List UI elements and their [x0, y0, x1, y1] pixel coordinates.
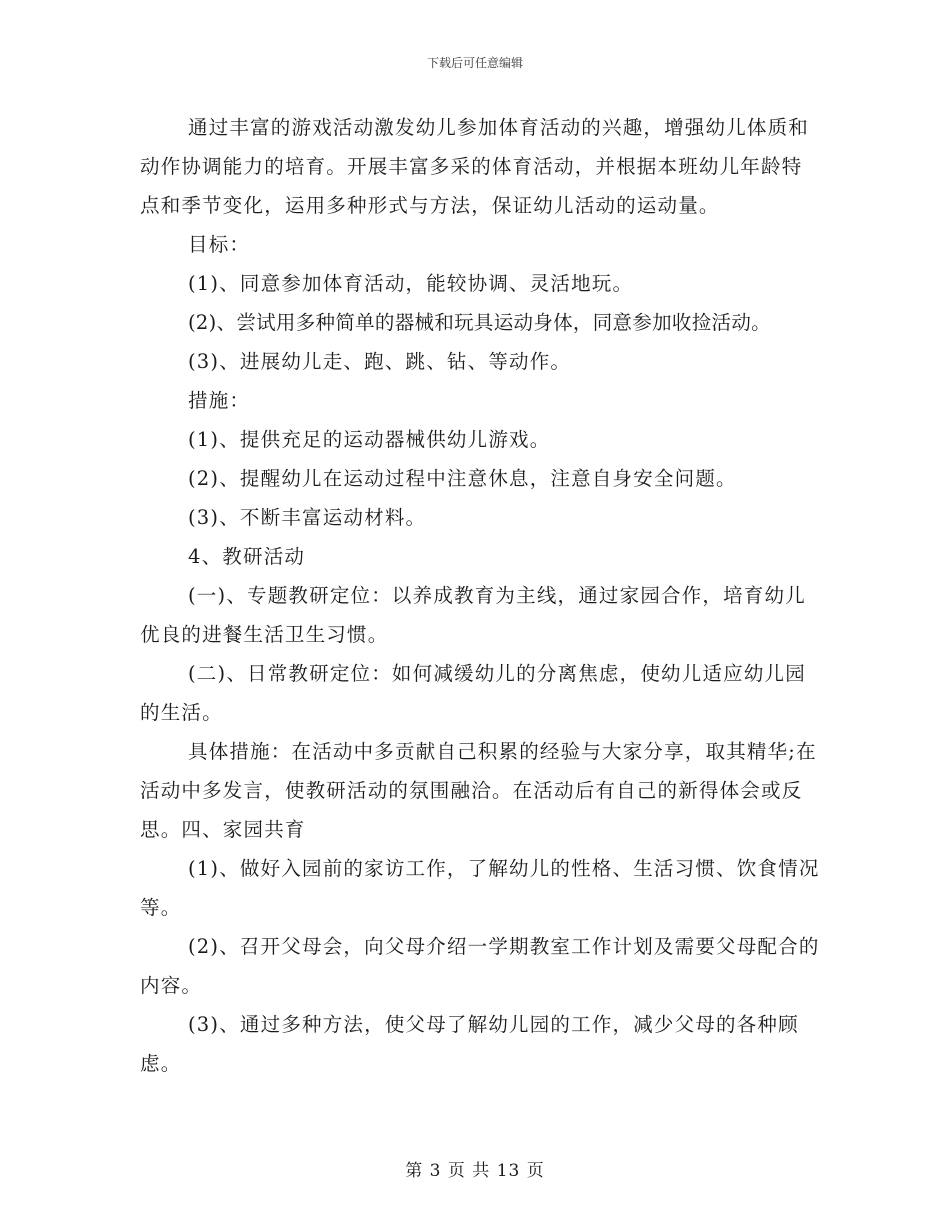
paragraph-measure-2: (2)、提醒幼儿在运动过程中注意休息，注意自身安全问题。	[188, 467, 737, 490]
paragraph-intro: 通过丰富的游戏活动激发幼儿参加体育活动的兴趣，增强幼儿体质和动作协调能力的培育。开展丰富多采的体育活动，并根据本班幼儿年龄特点和季节变化，运用多种形式与方法，保证幼儿活动的运动量。	[140, 116, 810, 217]
paragraph-goals-heading: 目标：	[188, 233, 251, 256]
paragraph-measure-1: (1)、提供充足的运动器械供幼儿游戏。	[188, 428, 551, 451]
paragraph-research-2: (二)、日常教研定位：如何减缓幼儿的分离焦虑，使幼儿适应幼儿园的生活。	[140, 662, 806, 724]
paragraph-specific-measures: 具体措施：在活动中多贡献自己积累的经验与大家分享，取其精华;在活动中多发言，使教研活动的氛围融洽。在活动后有自己的新得体会或反思。四、家园共育	[140, 740, 817, 841]
paragraph-home-3: (3)、通过多种方法，使父母了解幼儿园的工作，减少父母的各种顾虑。	[140, 1013, 799, 1075]
paragraph-research-1: (一)、专题教研定位：以养成教育为主线，通过家园合作，培育幼儿优良的进餐生活卫生习惯。	[140, 584, 806, 646]
page-header: 下载后可任意编辑	[426, 56, 523, 70]
document-body	[140, 108, 820, 1083]
paragraph-home-1: (1)、做好入园前的家访工作，了解幼儿的性格、生活习惯、饮食情况等。	[140, 857, 820, 919]
paragraph-measures-heading: 措施：	[188, 389, 251, 412]
paragraph-goal-2: (2)、尝试用多种简单的器械和玩具运动身体，同意参加收捡活动。	[188, 311, 771, 334]
paragraph-goal-1: (1)、同意参加体育活动，能较协调、灵活地玩。	[188, 272, 634, 295]
paragraph-home-2: (2)、召开父母会，向父母介绍一学期教室工作计划及需要父母配合的内容。	[140, 935, 820, 997]
paragraph-measure-3: (3)、不断丰富运动材料。	[188, 506, 427, 529]
section-heading-research: 4、教研活动	[188, 545, 306, 568]
page-footer: 第 3 页 共 13 页	[405, 1161, 545, 1181]
paragraph-goal-3: (3)、进展幼儿走、跑、跳、钻、等动作。	[188, 350, 572, 373]
